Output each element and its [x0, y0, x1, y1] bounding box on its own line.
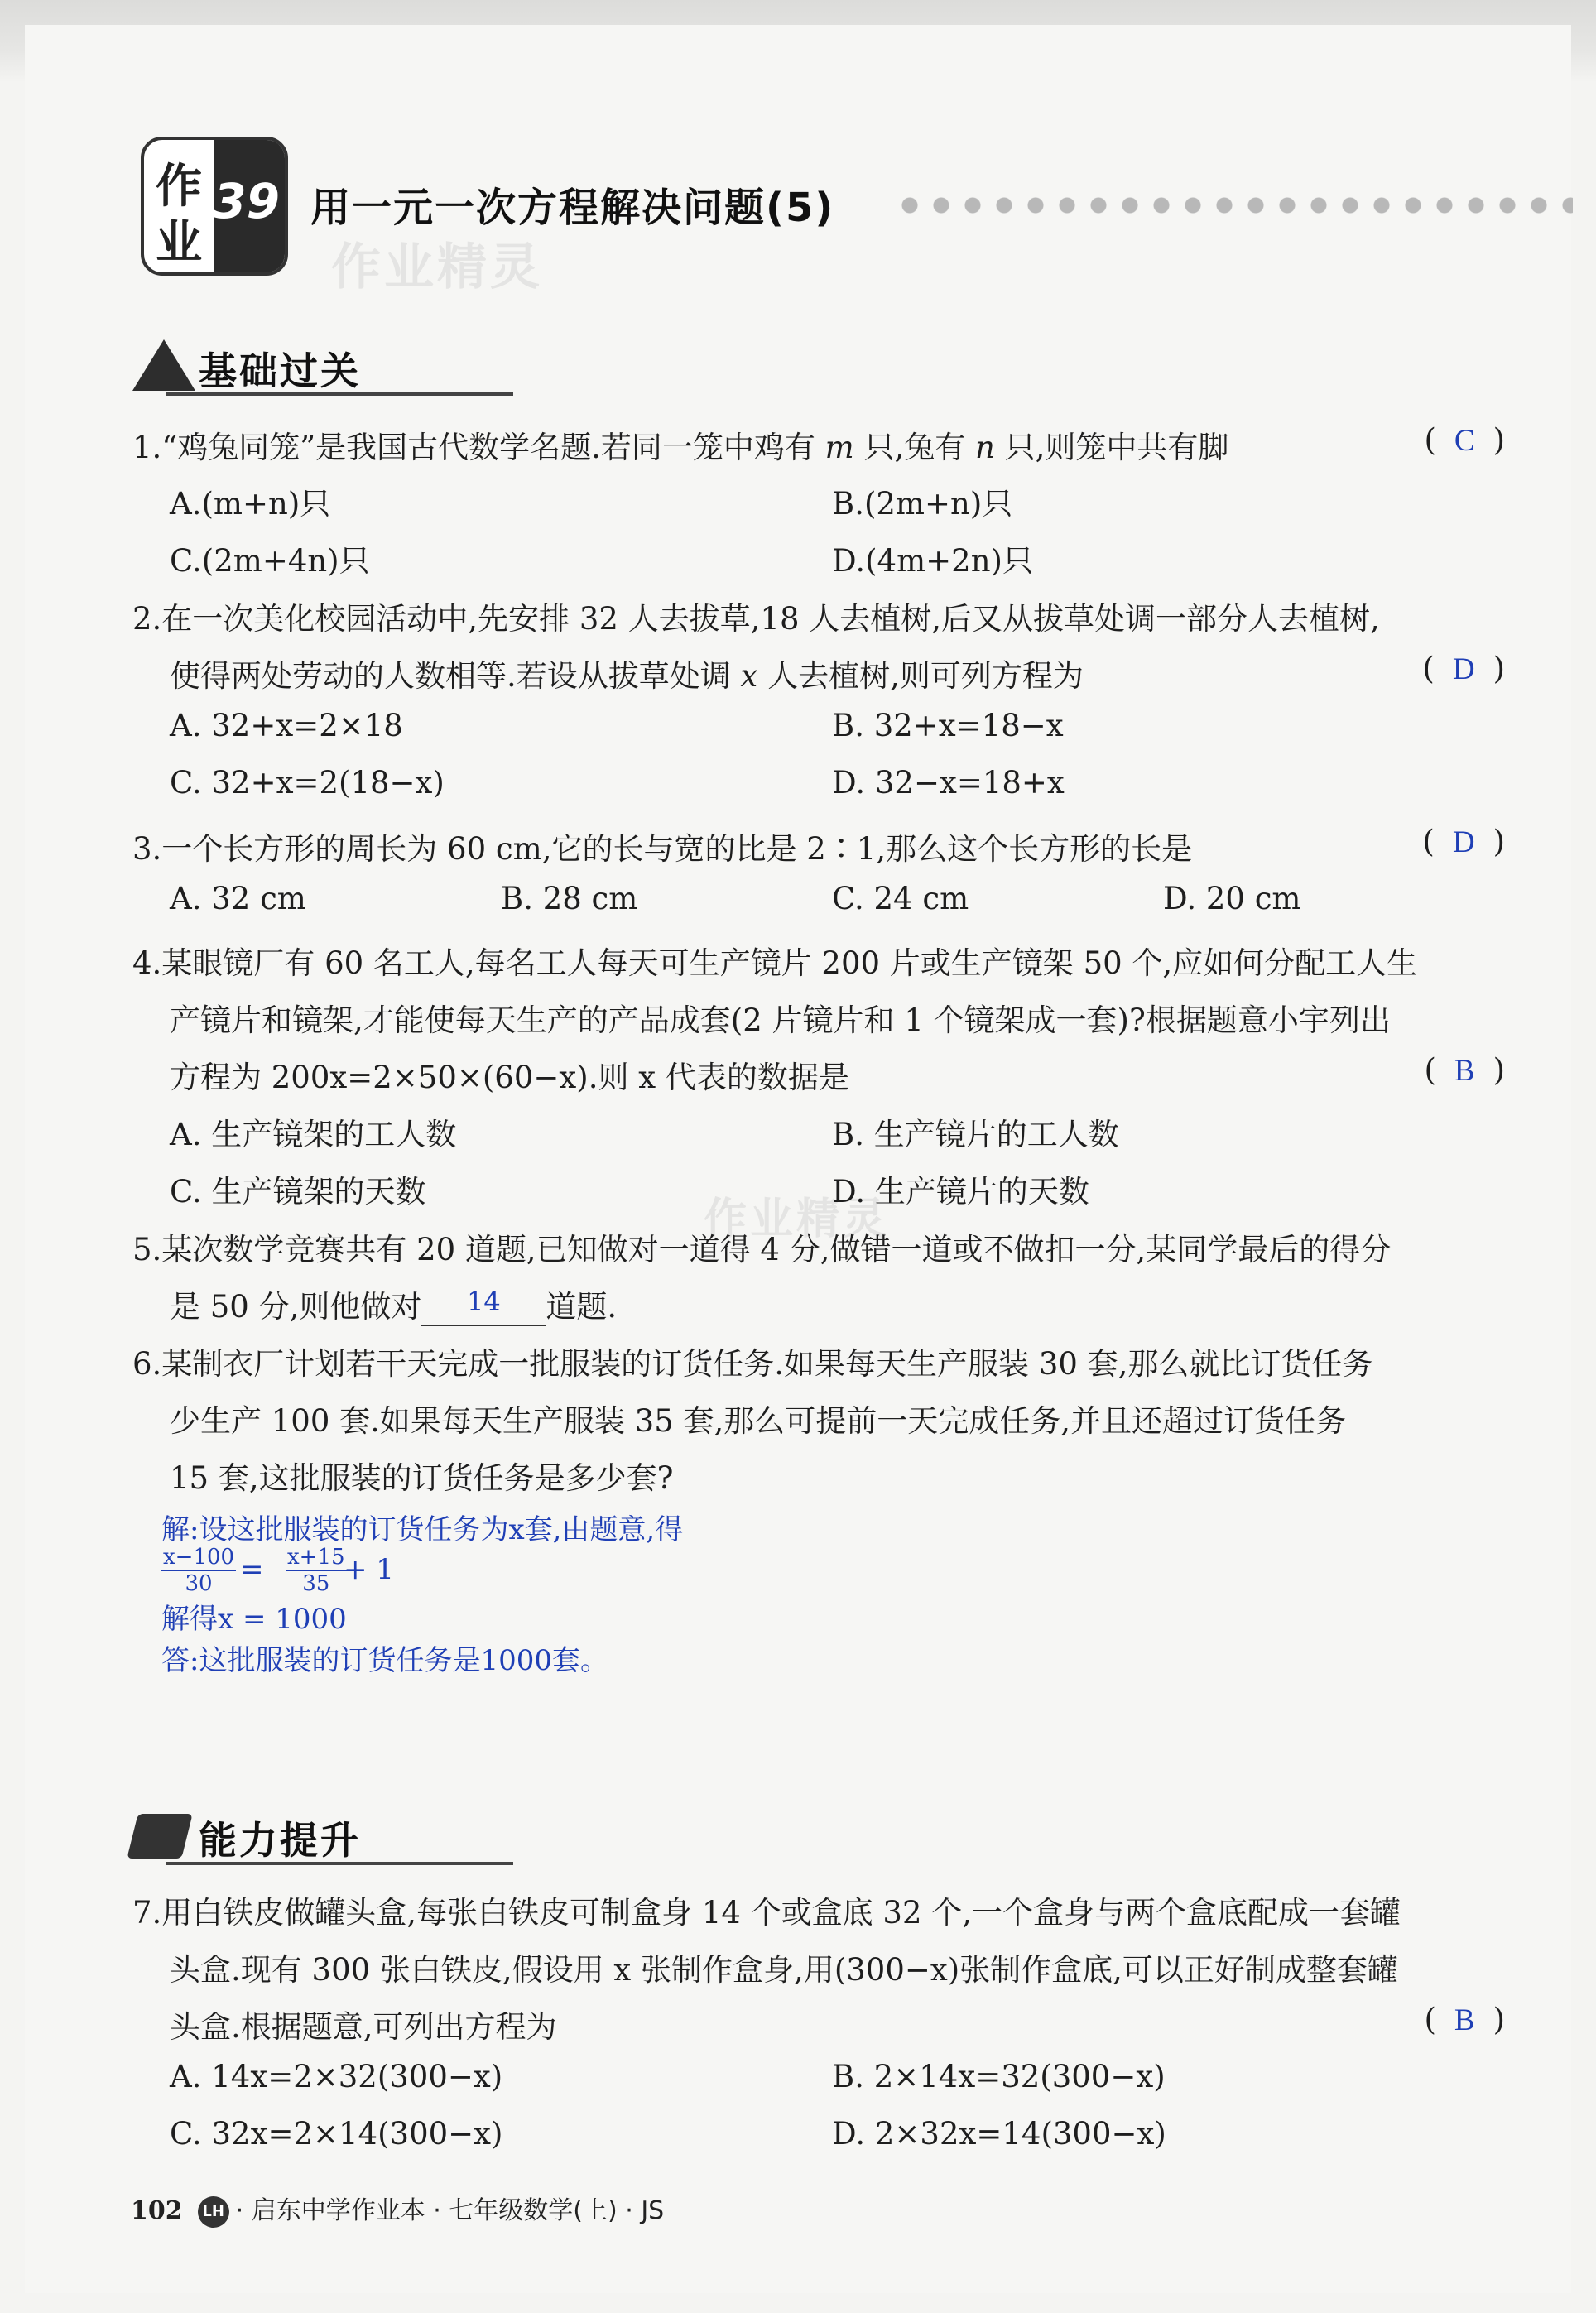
badge-word-2: 业 — [156, 216, 202, 270]
q2-option-c: C. 32+x=2(18−x) — [170, 765, 445, 801]
paren-close: ) — [1493, 2002, 1505, 2037]
section-label: 能力提升 — [199, 1818, 361, 1863]
page-number: 102 — [131, 2196, 183, 2225]
watermark-2: 作业精灵 — [704, 1195, 890, 1244]
badge-word-1: 作 — [156, 160, 202, 214]
q1-var-m: m — [824, 430, 854, 465]
page-title: 用一元一次方程解决问题(5) — [310, 185, 835, 231]
q1-stem-part: 1.“鸡兔同笼”是我国古代数学名题.若同一笼中鸡有 — [132, 430, 825, 465]
q2-option-d: D. 32−x=18+x — [832, 765, 1065, 801]
fraction-denominator: 35 — [302, 1571, 330, 1596]
q1-stem-part: 只,兔有 — [853, 430, 976, 465]
q2-line-1: 2.在一次美化校园活动中,先安排 32 人去拔草,18 人去植树,后又从拔草处调一部分人去植树, — [132, 601, 1380, 637]
q3-stem: 3.一个长方形的周长为 60 cm,它的长与宽的比是 2∶1,那么这个长方形的长是 — [132, 831, 1193, 867]
fraction-numerator: x−100 — [163, 1545, 235, 1570]
section-block-icon — [127, 1814, 192, 1859]
q1-stem — [132, 422, 1228, 467]
q6-fraction-1 — [161, 1545, 236, 1596]
q4-option-a: A. 生产镜架的工人数 — [170, 1117, 457, 1152]
q7-option-a: A. 14x=2×32(300−x) — [170, 2059, 503, 2094]
paren-close: ) — [1493, 651, 1505, 686]
book-title: · 启东中学作业本 · 七年级数学(上) · JS — [235, 2196, 665, 2225]
publisher-logo: LH — [198, 2196, 229, 2228]
badge-number: 39 — [213, 173, 280, 229]
q4-line-1: 4.某眼镜厂有 60 名工人,每名工人每天可生产镜片 200 片或生产镜架 50 个,应如何分配工人生 — [132, 945, 1418, 981]
q6-equals: = — [240, 1553, 264, 1586]
fraction-numerator: x+15 — [287, 1545, 345, 1570]
q6-plus-one: + 1 — [344, 1553, 394, 1586]
q2-line-2-part: 使得两处劳动的人数相等.若设从拔草处调 — [170, 658, 741, 694]
q5-handwritten-answer: 14 — [467, 1286, 501, 1317]
q5-line-2-part: 道题. — [546, 1289, 618, 1325]
title-dot-rule — [894, 197, 1573, 214]
q7-line-2: 头盒.现有 300 张白铁皮,假设用 x 张制作盒身,用(300−x)张制作盒底,可以正好制成整套罐 — [170, 1952, 1398, 1988]
q5-line-2-part: 是 50 分,则他做对 — [170, 1289, 422, 1325]
q2-line-2 — [170, 651, 1084, 695]
q4-option-c: C. 生产镜架的天数 — [170, 1174, 426, 1209]
paren-open: ( — [1424, 1052, 1436, 1088]
paren-close: ) — [1493, 824, 1505, 859]
q4-option-d: D. 生产镜片的天数 — [832, 1174, 1089, 1209]
paren-open: ( — [1422, 824, 1435, 859]
q6-line-1: 6.某制衣厂计划若干天完成一批服装的订货任务.如果每天生产服装 30 套,那么就比订货任务 — [132, 1346, 1373, 1382]
q7-option-d: D. 2×32x=14(300−x) — [832, 2116, 1166, 2152]
q4-answer-bracket — [1424, 1052, 1505, 1089]
q4-answer: B — [1454, 1054, 1475, 1088]
paren-open: ( — [1422, 651, 1435, 686]
q2-option-a: A. 32+x=2×18 — [170, 708, 403, 743]
q5-line-2 — [170, 1282, 617, 1326]
q4-line-2: 产镜片和镜架,才能使每天生产的产品成套(2 片镜片和 1 个镜架成一套)?根据题意小宇列出 — [170, 1003, 1391, 1038]
q5-line-1: 5.某次数学竞赛共有 20 道题,已知做对一道得 4 分,做错一道或不做扣一分,某同学最后的得分 — [132, 1232, 1392, 1267]
q7-line-3: 头盒.根据题意,可列出方程为 — [170, 2009, 557, 2045]
q3-option-d: D. 20 cm — [1163, 881, 1301, 916]
q2-var-x: x — [740, 658, 758, 694]
q2-line-2-part: 人去植树,则可列方程为 — [757, 658, 1084, 694]
paren-open: ( — [1424, 2002, 1436, 2037]
section-label: 基础过关 — [199, 349, 361, 393]
q4-line-3: 方程为 200x=2×50×(60−x).则 x 代表的数据是 — [170, 1060, 849, 1095]
q2-answer-bracket — [1422, 651, 1505, 687]
fraction-denominator: 30 — [185, 1571, 213, 1596]
q6-line-2: 少生产 100 套.如果每天生产服装 35 套,那么可提前一天完成任务,并且还超过订货任务 — [170, 1403, 1347, 1439]
q1-answer: C — [1454, 424, 1475, 458]
q6-solution-line-4: 答:这批服装的订货任务是1000套。 — [161, 1644, 608, 1677]
q1-var-n: n — [975, 430, 995, 465]
q1-stem-part: 只,则笼中共有脚 — [994, 430, 1229, 465]
paren-close: ) — [1493, 422, 1505, 458]
q6-solution-line-3: 解得x = 1000 — [161, 1603, 347, 1636]
q3-answer: D — [1452, 825, 1475, 859]
q5-answer-blank — [421, 1286, 546, 1326]
q6-line-3: 15 套,这批服装的订货任务是多少套? — [170, 1460, 674, 1496]
q3-option-a: A. 32 cm — [170, 881, 306, 916]
q3-answer-bracket — [1422, 824, 1505, 860]
q1-option-a: A.(m+n)只 — [170, 486, 331, 522]
q2-option-b: B. 32+x=18−x — [832, 708, 1064, 743]
q7-answer-bracket — [1424, 2002, 1505, 2038]
q1-option-c: C.(2m+4n)只 — [170, 543, 370, 579]
assignment-badge — [141, 137, 288, 276]
q3-option-b: B. 28 cm — [501, 881, 638, 916]
q1-option-b: B.(2m+n)只 — [832, 486, 1013, 522]
q3-option-c: C. 24 cm — [832, 881, 969, 916]
watermark: 作业精灵 — [331, 238, 543, 296]
q1-answer-bracket — [1424, 422, 1505, 459]
q2-answer: D — [1452, 652, 1475, 686]
q4-option-b: B. 生产镜片的工人数 — [832, 1117, 1119, 1152]
q6-fraction-2 — [286, 1545, 347, 1596]
q7-option-b: B. 2×14x=32(300−x) — [832, 2059, 1166, 2094]
q7-line-1: 7.用白铁皮做罐头盒,每张白铁皮可制盒身 14 个或盒底 32 个,一个盒身与两个盒底配成一套罐 — [132, 1895, 1401, 1931]
q7-option-c: C. 32x=2×14(300−x) — [170, 2116, 503, 2152]
q1-option-d: D.(4m+2n)只 — [832, 543, 1033, 579]
q6-solution-line-1: 解:设这批服装的订货任务为x套,由题意,得 — [161, 1513, 684, 1546]
page-footer — [131, 2190, 664, 2228]
section-triangle-icon — [132, 339, 195, 391]
paren-open: ( — [1424, 422, 1436, 458]
q7-answer: B — [1454, 2003, 1475, 2037]
paren-close: ) — [1493, 1052, 1505, 1088]
